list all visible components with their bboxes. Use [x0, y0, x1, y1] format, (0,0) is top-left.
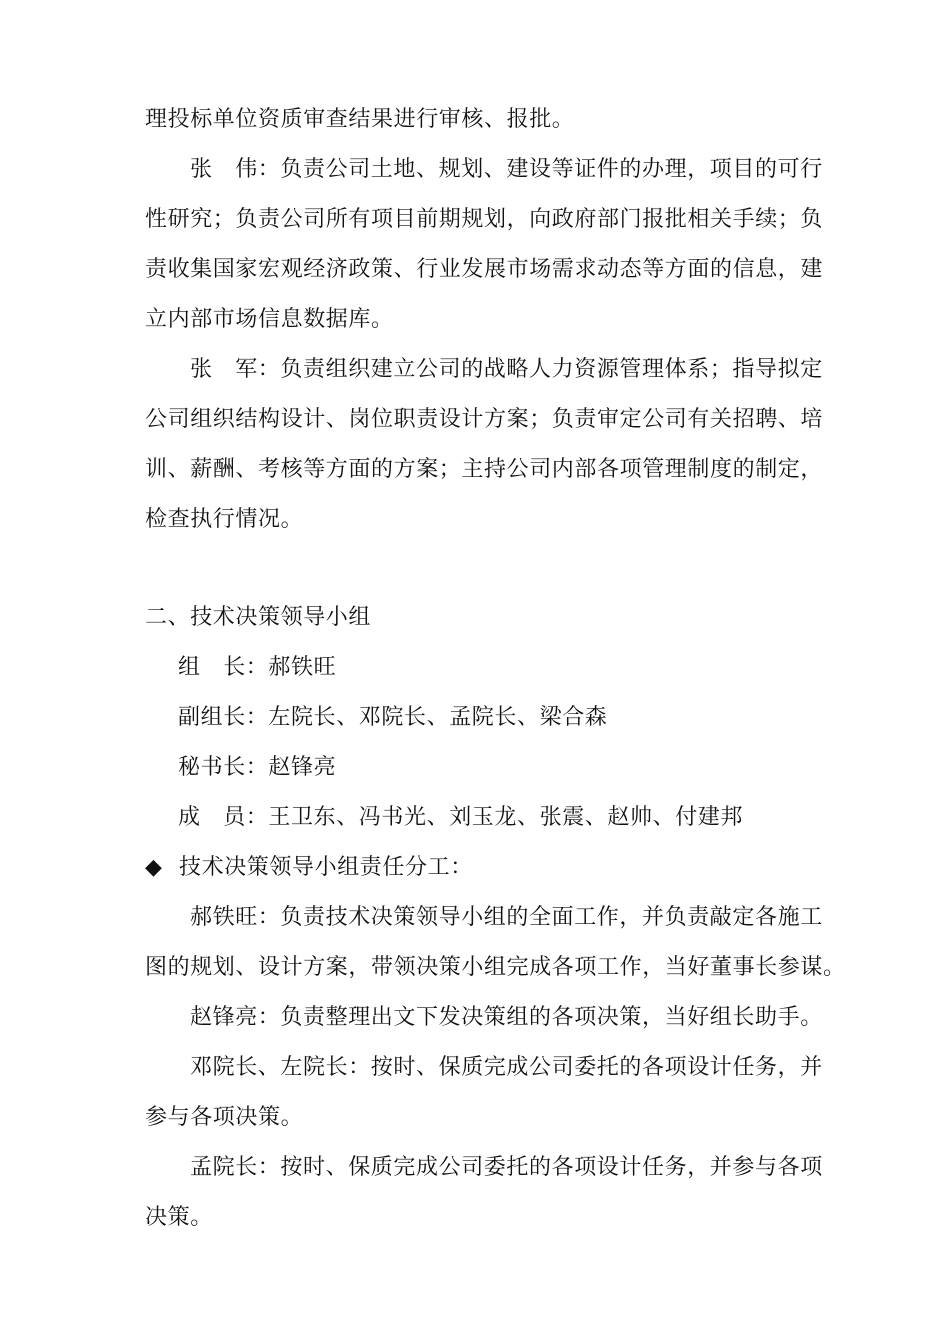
paragraph-line: 郝铁旺：负责技术决策领导小组的全面工作，并负责敲定各施工: [190, 905, 823, 930]
paragraph-line: 理投标单位资质审查结果进行审核、报批。: [145, 107, 575, 132]
paragraph-line: 赵锋亮：负责整理出文下发决策组的各项决策，当好组长助手。: [190, 1005, 823, 1030]
diamond-bullet-icon: ◆: [145, 855, 163, 880]
paragraph-line: 参与各项决策。: [145, 1105, 304, 1130]
bullet-heading: [145, 853, 473, 883]
paragraph-line: 邓院长、左院长：按时、保质完成公司委托的各项设计任务，并: [190, 1055, 823, 1080]
paragraph-line: 性研究；负责公司所有项目前期规划，向政府部门报批相关手续；负: [145, 207, 824, 232]
paragraph-line: 检查执行情况。: [145, 507, 304, 532]
paragraph-line: 责收集国家宏观经济政策、行业发展市场需求动态等方面的信息，建: [145, 257, 824, 282]
paragraph-line: 训、薪酬、考核等方面的方案；主持公司内部各项管理制度的制定，: [145, 457, 824, 482]
member-line-secretary: 秘书长：赵锋亮: [178, 755, 337, 780]
paragraph-line: 张 军：负责组织建立公司的战略人力资源管理体系；指导拟定: [190, 357, 823, 382]
paragraph-line: 立内部市场信息数据库。: [145, 307, 394, 332]
paragraph-line: 公司组织结构设计、岗位职责设计方案；负责审定公司有关招聘、培: [145, 407, 824, 432]
member-line-deputy: 副组长：左院长、邓院长、孟院长、梁合森: [178, 705, 608, 730]
member-line-leader: 组 长：郝铁旺: [178, 655, 337, 680]
paragraph-line: 孟院长：按时、保质完成公司委托的各项设计任务，并参与各项: [190, 1155, 823, 1180]
bullet-heading-text: 技术决策领导小组责任分工：: [179, 855, 473, 880]
paragraph-line: 决策。: [145, 1205, 213, 1230]
paragraph-line: 图的规划、设计方案，带领决策小组完成各项工作，当好董事长参谋。: [145, 955, 846, 980]
paragraph-line: 张 伟：负责公司土地、规划、建设等证件的办理，项目的可行: [190, 157, 823, 182]
member-line-members: 成 员：王卫东、冯书光、刘玉龙、张震、赵帅、付建邦: [178, 805, 744, 830]
section-heading: 二、技术决策领导小组: [145, 605, 372, 630]
